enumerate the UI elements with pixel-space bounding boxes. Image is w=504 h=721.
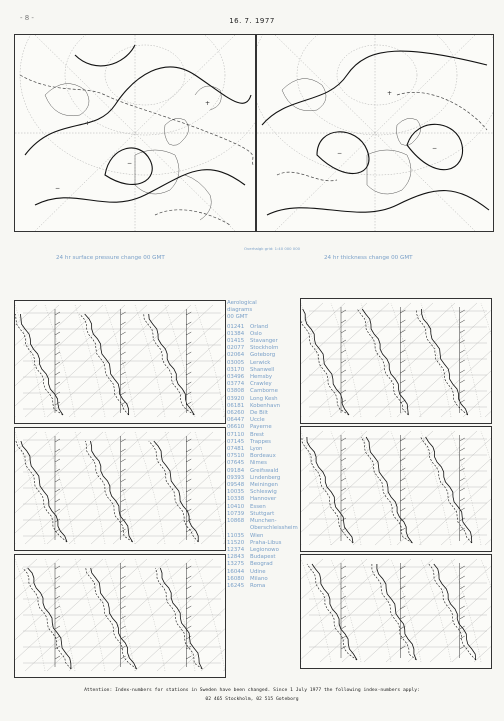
aerological-diagram-panel: [300, 554, 492, 669]
station-id: 02077: [227, 345, 245, 352]
station-name: Camborne: [250, 388, 278, 395]
station-id: 11520: [227, 539, 245, 546]
svg-text:+: +: [85, 120, 91, 127]
station-name: Oslo: [250, 330, 262, 337]
station-row: [227, 576, 299, 583]
svg-text:−: −: [55, 185, 61, 192]
station-id: 06181: [227, 402, 245, 409]
station-row: [227, 345, 299, 352]
station-row: [227, 547, 299, 554]
station-name: Schleswig: [250, 489, 277, 496]
station-row: [227, 460, 299, 467]
station-row: [227, 424, 299, 431]
station-id: 07145: [227, 438, 245, 445]
station-name: Greifswald: [250, 467, 279, 474]
aerological-diagram-panel: [14, 554, 226, 678]
station-row: [227, 496, 299, 503]
station-row: [227, 511, 299, 518]
map-scale-note: Overhalgk grid: 1:40 000 000: [244, 246, 301, 251]
station-id: 03170: [227, 366, 245, 373]
station-row: [227, 338, 299, 345]
surface-pressure-caption: 24 hr surface pressure change 00 GMT: [56, 255, 165, 261]
station-row: [227, 367, 299, 374]
svg-text:+: +: [205, 100, 211, 107]
station-name: Nimes: [250, 460, 267, 467]
station-id: 16245: [227, 582, 245, 589]
station-row: [227, 381, 299, 388]
station-row: [227, 388, 299, 395]
station-row: [227, 374, 299, 381]
station-id: 11035: [227, 532, 245, 539]
station-name: Payerne: [250, 424, 272, 431]
station-id: 03005: [227, 359, 245, 366]
station-row: [227, 396, 299, 403]
station-list: [227, 300, 299, 590]
station-id: 10035: [227, 489, 245, 496]
station-id: 16080: [227, 575, 245, 582]
aerological-diagram-panel: [300, 298, 492, 424]
station-row: [227, 446, 299, 453]
station-name: Crawley: [250, 381, 272, 388]
station-id: 12374: [227, 546, 245, 553]
station-name: Stuttgart: [250, 510, 275, 517]
station-name: Uccle: [250, 417, 265, 424]
aerological-diagram-panel: [14, 427, 226, 551]
station-name: Essen: [250, 503, 266, 510]
station-name: Brest: [250, 431, 265, 438]
station-name: Kobenhavn: [250, 402, 281, 409]
station-id: 07510: [227, 453, 245, 460]
station-row: [227, 554, 299, 561]
station-name: Praha-Libus: [250, 539, 282, 546]
station-name: Lerwick: [250, 359, 271, 366]
station-name: Wien: [250, 532, 264, 539]
aerological-diagram-panel: [14, 300, 226, 424]
station-id: 10410: [227, 503, 245, 510]
station-name: Hemsby: [250, 374, 273, 381]
station-name: Trappes: [250, 438, 271, 445]
station-row: [227, 561, 299, 568]
station-id: 16044: [227, 568, 245, 575]
svg-text:−: −: [337, 150, 343, 157]
aerological-diagram-panel: [300, 426, 492, 552]
station-name: De Bilt: [250, 410, 268, 417]
station-row: [227, 482, 299, 489]
station-row: [227, 360, 299, 367]
station-row: [227, 468, 299, 475]
station-row: [227, 518, 299, 525]
footer-note: [0, 686, 504, 704]
station-id: 07481: [227, 446, 245, 453]
station-row: [227, 417, 299, 424]
station-id: 03808: [227, 388, 245, 395]
station-id: 07645: [227, 460, 245, 467]
station-row: [227, 525, 299, 532]
station-name: Milano: [250, 575, 268, 582]
station-row: [227, 432, 299, 439]
station-name: Lyon: [250, 446, 263, 453]
station-name: Hannover: [250, 496, 277, 503]
station-id: 02064: [227, 352, 245, 359]
station-id: 06260: [227, 410, 245, 417]
station-id: 13275: [227, 561, 245, 568]
station-id: 12843: [227, 554, 245, 561]
station-row: [227, 331, 299, 338]
station-id: [227, 525, 247, 532]
station-name: Meiningen: [250, 482, 278, 489]
station-name: Lindenberg: [250, 474, 281, 481]
station-row: [227, 489, 299, 496]
svg-text:+: +: [387, 90, 393, 97]
station-row: [227, 324, 299, 331]
station-id: 10739: [227, 510, 245, 517]
station-id: 01384: [227, 330, 245, 337]
station-id: 01241: [227, 323, 245, 330]
station-row: [227, 439, 299, 446]
station-id: 06447: [227, 417, 245, 424]
surface-pressure-change-map: [14, 34, 256, 232]
station-row: [227, 352, 299, 359]
station-id: 03774: [227, 381, 245, 388]
station-name: Goteborg: [250, 352, 276, 359]
station-name: Munchen-: [250, 518, 277, 525]
station-row: [227, 569, 299, 576]
date-header: 16. 7. 1977: [229, 17, 275, 25]
station-row: [227, 453, 299, 460]
station-id: 07110: [227, 431, 245, 438]
station-name: Stockholm: [250, 345, 279, 352]
station-name: Roma: [250, 582, 266, 589]
station-row: [227, 410, 299, 417]
station-name: Oberschleissheim: [250, 525, 298, 532]
footer-line-1: Attention: Index-numbers for stations in Sweden have been changed. Since 1 July 1977 the following index-numbers apply:: [84, 688, 420, 693]
station-row: [227, 533, 299, 540]
station-row: [227, 403, 299, 410]
station-list-heading: Aerological diagrams 00 GMT: [227, 300, 257, 321]
station-name: Stavanger: [250, 338, 278, 345]
station-id: 09184: [227, 467, 245, 474]
station-row: [227, 583, 299, 590]
station-id: 10868: [227, 518, 245, 525]
svg-text:−: −: [127, 160, 133, 167]
station-name: Legionowo: [250, 546, 279, 553]
station-id: 06610: [227, 424, 245, 431]
station-id: 03496: [227, 374, 245, 381]
svg-text:−: −: [432, 145, 438, 152]
station-name: Udine: [250, 568, 266, 575]
station-row: [227, 475, 299, 482]
thickness-change-map: [256, 34, 494, 232]
station-id: 10338: [227, 496, 245, 503]
station-id: 09548: [227, 482, 245, 489]
footer-line-2: 02 465 Stockholm, 02 515 Goteborg: [205, 697, 299, 702]
station-name: Shanwell: [250, 366, 275, 373]
station-name: Budapest: [250, 554, 276, 561]
station-id: 01415: [227, 338, 245, 345]
station-id: 09393: [227, 474, 245, 481]
station-id: 03920: [227, 395, 245, 402]
station-name: Long Kesh: [250, 395, 278, 402]
station-row: [227, 504, 299, 511]
station-row: [227, 540, 299, 547]
thickness-caption: 24 hr thickness change 00 GMT: [324, 255, 413, 261]
station-name: Bordeaux: [250, 453, 276, 460]
station-name: Orland: [250, 323, 269, 330]
page-number: - 8 -: [20, 14, 34, 22]
station-name: Beograd: [250, 561, 273, 568]
